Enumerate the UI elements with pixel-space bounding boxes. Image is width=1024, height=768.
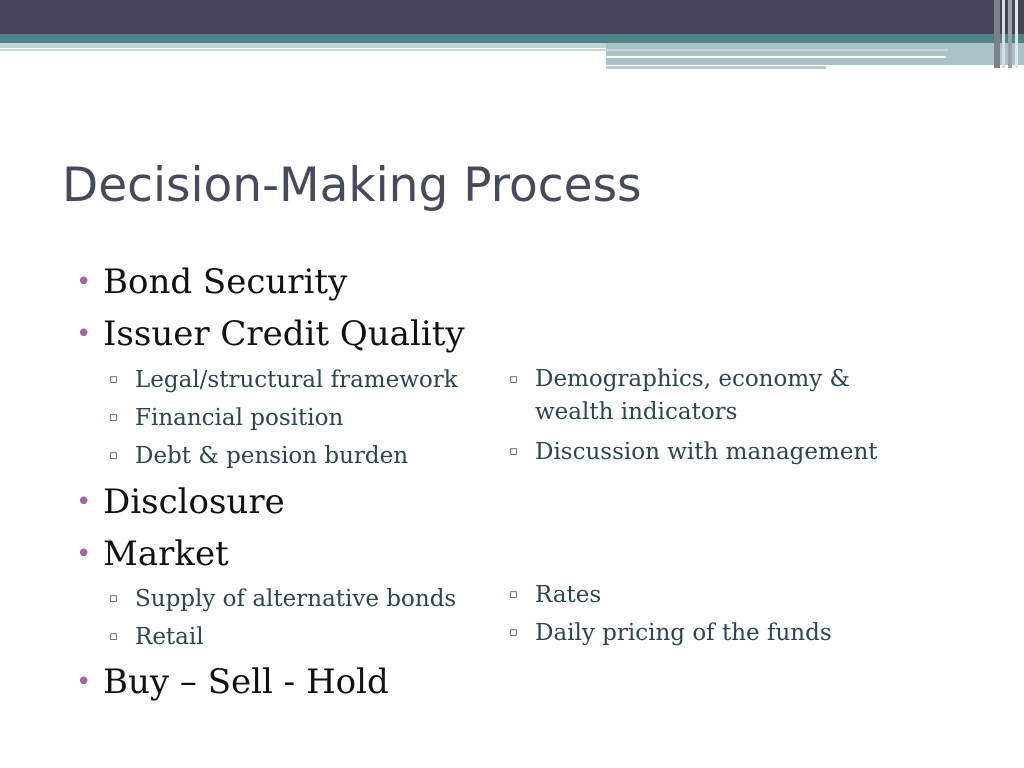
sub-bullet-text: Legal/structural framework [135, 367, 458, 393]
header-right-stripe [1008, 0, 1012, 68]
sub-bullet-supply [109, 582, 456, 616]
header-thin-line [0, 49, 948, 51]
header-right-stripe [1015, 0, 1018, 68]
sub-bullet-square-icon: ▫ [109, 448, 118, 463]
sub-bullet-square-icon: ▫ [509, 372, 518, 387]
bullet-dot-icon: • [76, 667, 92, 697]
slide-title: Decision-Making Process [62, 158, 642, 213]
sub-bullet-text: Financial position [135, 405, 344, 431]
bullet-dot-icon: • [76, 267, 92, 297]
sub-bullet-text: Rates [535, 582, 602, 608]
sub-bullet-debt-pension [109, 439, 408, 473]
bullet-issuer-credit-quality [76, 314, 465, 354]
sub-bullet-demographics [509, 363, 850, 429]
sub-bullet-retail [109, 620, 204, 654]
sub-bullet-text: Daily pricing of the funds [535, 620, 832, 646]
sub-bullet-text: wealth indicators [535, 399, 738, 425]
sub-bullet-daily-pricing [509, 616, 832, 650]
sub-bullet-text: Retail [135, 624, 204, 650]
header-right-stripe [994, 0, 1000, 68]
sub-bullet-rates [509, 578, 601, 612]
header-right-band [606, 43, 1024, 65]
header-right-stripe [1002, 0, 1005, 68]
header-teal-bar [0, 34, 1024, 43]
bullet-text: Market [103, 534, 229, 574]
header-dark-bar [0, 0, 1024, 34]
bullet-dot-icon: • [76, 319, 92, 349]
bullet-dot-icon: • [76, 539, 92, 569]
sub-bullet-square-icon: ▫ [509, 625, 518, 640]
bullet-bond-security [76, 262, 347, 302]
bullet-disclosure [76, 482, 285, 522]
bullet-market [76, 534, 229, 574]
bullet-text: Disclosure [103, 482, 285, 522]
header-right-line [606, 56, 946, 58]
bullet-text: Buy – Sell - Hold [103, 662, 389, 702]
sub-bullet-text: Discussion with management [535, 439, 878, 465]
sub-bullet-discussion [509, 435, 878, 469]
sub-bullet-text: Demographics, economy & [535, 366, 850, 392]
sub-bullet-legal [109, 363, 458, 397]
header-right-line-lower [606, 66, 826, 69]
sub-bullet-square-icon: ▫ [509, 587, 518, 602]
sub-bullet-financial [109, 401, 343, 435]
bullet-dot-icon: • [76, 487, 92, 517]
sub-bullet-square-icon: ▫ [109, 591, 118, 606]
sub-bullet-square-icon: ▫ [109, 410, 118, 425]
sub-bullet-square-icon: ▫ [109, 629, 118, 644]
sub-bullet-square-icon: ▫ [109, 372, 118, 387]
sub-bullet-text-block [535, 363, 850, 429]
sub-bullet-text: Debt & pension burden [135, 443, 409, 469]
sub-bullet-square-icon: ▫ [509, 444, 518, 459]
bullet-buy-sell-hold [76, 662, 389, 702]
bullet-text: Bond Security [103, 262, 348, 302]
sub-bullet-text: Supply of alternative bonds [135, 586, 457, 612]
bullet-text: Issuer Credit Quality [103, 314, 465, 354]
